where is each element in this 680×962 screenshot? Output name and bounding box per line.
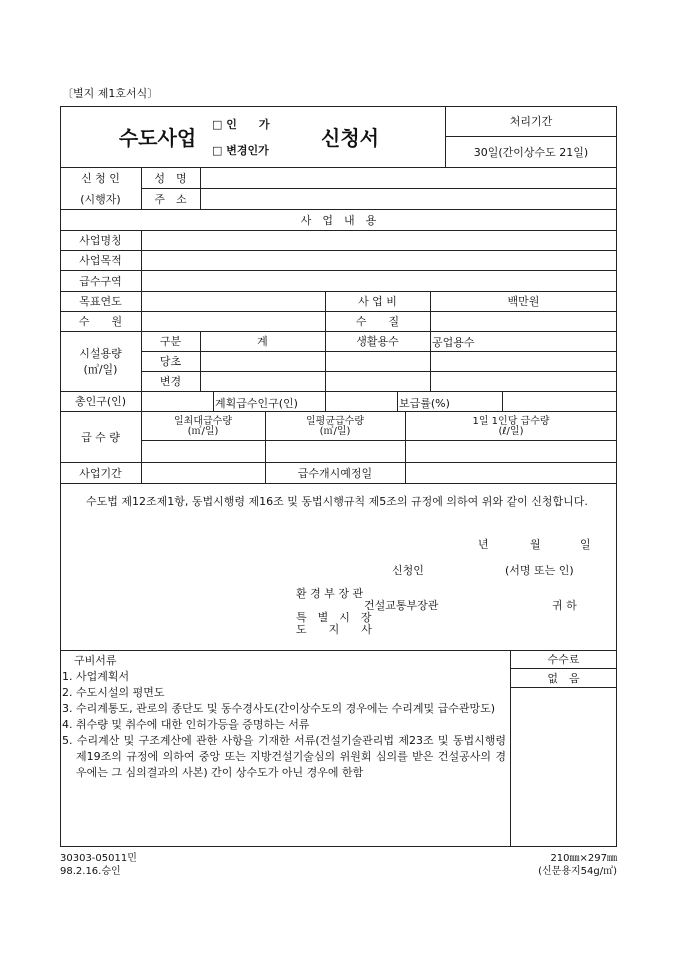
option-approval[interactable]: □ 인 가 xyxy=(212,118,270,131)
form-label: 〔별지 제1호서식〕 xyxy=(62,87,159,100)
project-period-label: 사업기간 xyxy=(79,466,122,480)
title-suffix: 신청서 xyxy=(321,126,379,150)
per-capita-label: 1일 1인당 급수량 xyxy=(472,415,550,427)
paper-size: 210㎜×297㎜ xyxy=(550,853,617,864)
address-label: 주 소 xyxy=(154,192,187,206)
date-day: 일 xyxy=(580,538,591,551)
honorific: 귀 하 xyxy=(552,599,577,612)
fee-label: 수수료 xyxy=(547,653,580,666)
capacity-col-domestic: 생활용수 xyxy=(356,335,399,348)
date-month: 월 xyxy=(530,538,541,551)
doc-item: 3. 수리계통도, 관로의 종단도 및 동수경사도(간이상수도의 경우에는 수리계및 급수관망도) xyxy=(62,702,496,715)
max-supply-header xyxy=(141,413,265,440)
recipient-construction: 건설교통부장관 xyxy=(364,599,439,612)
project-cost-label: 사 업 비 xyxy=(358,295,397,308)
per-capita-unit: (ℓ/일) xyxy=(498,425,524,437)
doc-item: 5. 수리계산 및 구조계산에 관한 사항을 기재한 서류(건설기술관리법 제23조 및 동법시행령 제19조의 규정에 의하여 중앙 또는 지방건설기술심의 위원회 심의를 받은 건설공사의 경우에는 그 심의결과의 사본) 간이 상수도가 아닌 경우에 한함 xyxy=(62,734,506,779)
water-quality-label: 수 질 xyxy=(355,315,400,328)
docs-title: 구비서류 xyxy=(74,654,117,667)
project-cost-unit: 백만원 xyxy=(507,295,540,308)
statement: 수도법 제12조제1항, 동법시행령 제16조 및 동법시행규칙 제5조의 규정에 의하여 위와 같이 신청합니다. xyxy=(86,495,588,508)
capacity-col-industrial: 공업용수 xyxy=(432,336,475,349)
processing-value: 30일(간이상수도 21일) xyxy=(473,145,589,159)
paper-type: (신문용지54g/㎡) xyxy=(538,866,617,877)
supply-label: 급 수 량 xyxy=(81,430,120,444)
docs-list xyxy=(62,669,506,781)
capacity-row-changed: 변경 xyxy=(159,375,182,388)
recipient-governor: 도 지 사 xyxy=(296,623,372,636)
capacity-col-total: 계 xyxy=(257,335,268,348)
planned-population-label: 계획급수인구(인) xyxy=(215,397,298,410)
form-code: 30303-05011민 xyxy=(60,853,137,864)
option-change-approval[interactable]: □ 변경인가 xyxy=(212,144,269,157)
address-field[interactable] xyxy=(201,189,616,209)
supply-area-label: 급수구역 xyxy=(79,274,122,288)
project-purpose-label: 사업목적 xyxy=(79,254,122,267)
capacity-title: 시설용량 xyxy=(79,347,122,360)
avg-supply-unit: (㎥/일) xyxy=(319,425,351,437)
avg-supply-label: 일평균급수량 xyxy=(306,415,364,427)
capacity-col-type: 구분 xyxy=(159,335,182,348)
capacity-label xyxy=(60,331,141,391)
sign-note: (서명 또는 인) xyxy=(505,564,574,577)
project-name-label: 사업명칭 xyxy=(79,234,122,247)
max-supply-unit: (㎥/일) xyxy=(187,425,219,437)
recipient-special-city: 특 별 시 장 xyxy=(296,611,372,624)
max-supply-label: 일최대급수량 xyxy=(174,415,232,427)
per-capita-header xyxy=(405,413,617,440)
section-heading: 사 업 내 용 xyxy=(300,213,377,227)
avg-supply-header xyxy=(265,413,405,440)
coverage-rate-label: 보급률(%) xyxy=(399,397,450,410)
doc-item: 4. 취수량 및 취수에 대한 인허가등을 증명하는 서류 xyxy=(62,718,310,731)
capacity-unit: (㎥/일) xyxy=(83,363,118,376)
recipient-environment: 환 경 부 장 관 xyxy=(296,587,364,600)
doc-item: 2. 수도시설의 평면도 xyxy=(62,686,165,699)
applicant-sublabel: (시행자) xyxy=(80,192,121,206)
target-year-label: 목표연도 xyxy=(79,295,122,308)
processing-label: 처리기간 xyxy=(509,115,553,128)
signer-label: 신청인 xyxy=(392,564,424,577)
name-label: 성 명 xyxy=(154,171,187,185)
capacity-row-original: 당초 xyxy=(159,355,182,368)
name-field[interactable] xyxy=(201,168,616,188)
applicant-label: 신 청 인 xyxy=(81,171,120,185)
supply-start-label: 급수개시예정일 xyxy=(297,466,373,480)
approval-date: 98.2.16.승인 xyxy=(60,866,121,877)
fee-value: 없 음 xyxy=(547,671,580,685)
total-population-label: 총인구(인) xyxy=(74,395,127,408)
title-prefix: 수도사업 xyxy=(118,126,197,150)
date-year: 년 xyxy=(478,538,489,551)
doc-item: 1. 사업계획서 xyxy=(62,670,130,683)
water-source-label: 수 원 xyxy=(78,315,123,328)
